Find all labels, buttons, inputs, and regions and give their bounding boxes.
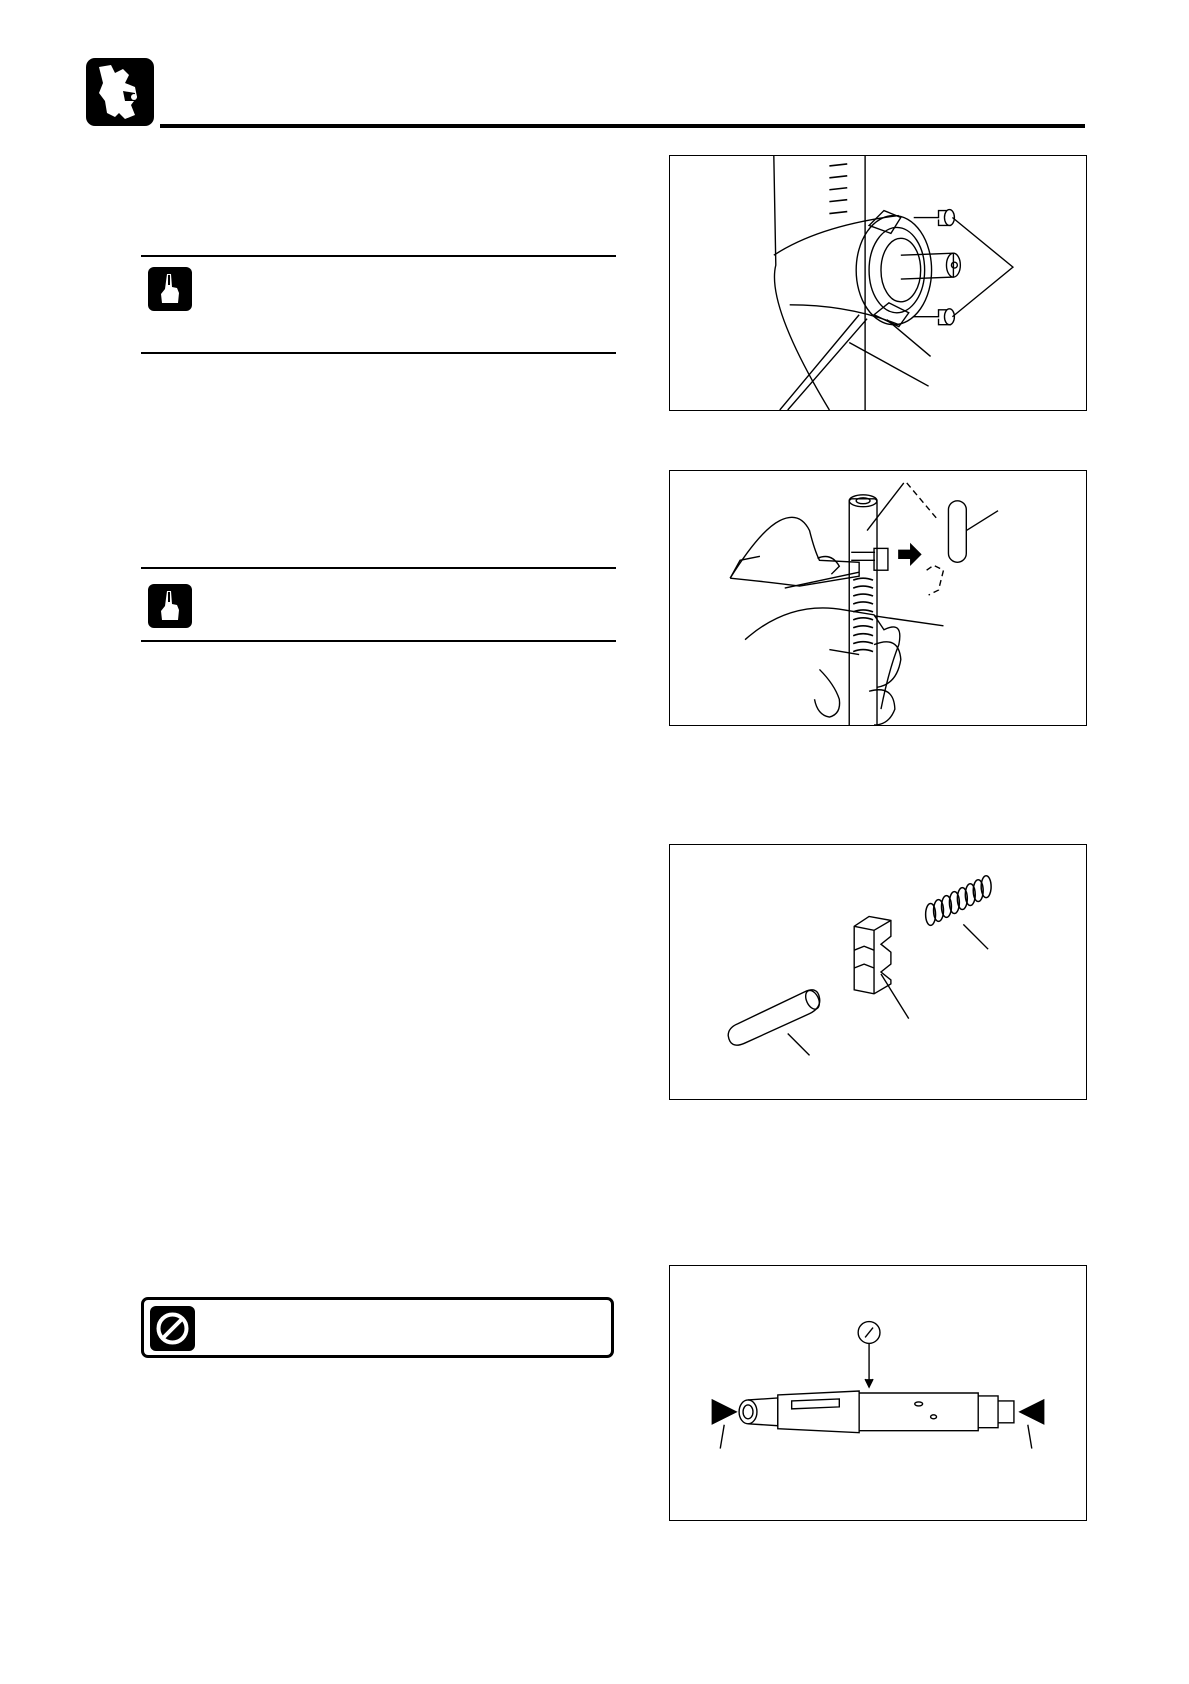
figure-shift-parts-exploded	[669, 844, 1087, 1100]
pointing-hand-icon	[148, 267, 192, 311]
prohibition-notice	[141, 1297, 614, 1358]
prohibited-circle-icon	[150, 1306, 195, 1351]
header-rule	[160, 124, 1085, 128]
figure-bearing-housing-removal	[669, 155, 1087, 411]
figure-shift-rod-cam-removal	[669, 470, 1087, 726]
chapter-hand-icon	[85, 57, 155, 127]
pointing-hand-icon	[148, 584, 192, 628]
figure-shaft-runout-check	[669, 1265, 1087, 1521]
caution-bottom-rule-2	[141, 640, 616, 642]
caution-top-rule-1	[141, 255, 616, 257]
caution-top-rule-2	[141, 567, 616, 569]
caution-bottom-rule-1	[141, 352, 616, 354]
